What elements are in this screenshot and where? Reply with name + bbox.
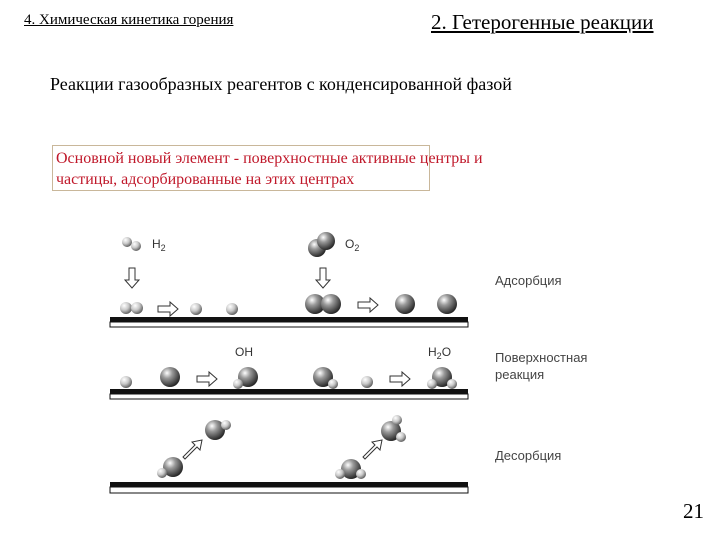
h-atom-adsorbed <box>120 376 132 388</box>
h-atom-adsorbed <box>361 376 373 388</box>
h2o-formula: $H_2O$ <box>428 345 452 361</box>
h2o-desorbed <box>381 415 406 442</box>
surface-row-2 <box>110 389 468 399</box>
slide-title: 2. Гетерогенные реакции <box>431 10 654 34</box>
oh-desorbed <box>205 420 231 440</box>
h2o-adsorbed <box>335 459 366 479</box>
surface-row-3 <box>110 482 468 493</box>
h2-molecule-gas <box>122 237 141 251</box>
arrow-down-icon <box>316 268 330 288</box>
surface-row-1 <box>110 317 468 327</box>
o2-molecule-gas <box>308 232 335 257</box>
arrow-right-icon <box>197 372 217 386</box>
o2-adsorbed-pair <box>305 294 341 314</box>
arrow-diagonal-icon <box>183 440 202 459</box>
highlight-line-1: Основной новый элемент - поверхностные активные центры и <box>56 150 483 167</box>
o-atom-adsorbed <box>160 367 180 387</box>
page-number: 21 <box>683 499 704 523</box>
o-atom-adsorbed <box>437 294 457 314</box>
stage-label-surface-reaction-1: Поверхностная <box>495 350 588 365</box>
h2o-adsorbed <box>427 367 457 389</box>
h-atom-adsorbed <box>190 303 202 315</box>
arrow-right-icon <box>390 372 410 386</box>
h2-formula: $H_2$ <box>152 237 166 253</box>
stage-label-surface-reaction-2: реакция <box>495 367 545 382</box>
o-atom-adsorbed <box>395 294 415 314</box>
oh-adsorbed <box>157 457 183 478</box>
o2-formula: $O_2$ <box>345 237 360 253</box>
arrow-right-icon <box>358 298 378 312</box>
section-label: 4. Химическая кинетика горения <box>24 12 234 28</box>
subtitle: Реакции газообразных реагентов с конденсированной фазой <box>50 74 512 94</box>
arrow-diagonal-icon <box>363 440 382 459</box>
highlight-line-2: частицы, адсорбированные на этих центрах <box>56 171 355 188</box>
h-atom-adsorbed <box>226 303 238 315</box>
stage-label-adsorption: Адсорбция <box>495 273 562 288</box>
oh-formula: OH <box>235 345 253 359</box>
h2-adsorbed-pair <box>120 302 143 314</box>
arrow-right-icon <box>158 302 178 316</box>
arrow-down-icon <box>125 268 139 288</box>
stage-label-desorption: Десорбция <box>495 448 562 463</box>
oh-adsorbed <box>233 367 258 389</box>
oh-adsorbed <box>313 367 338 389</box>
